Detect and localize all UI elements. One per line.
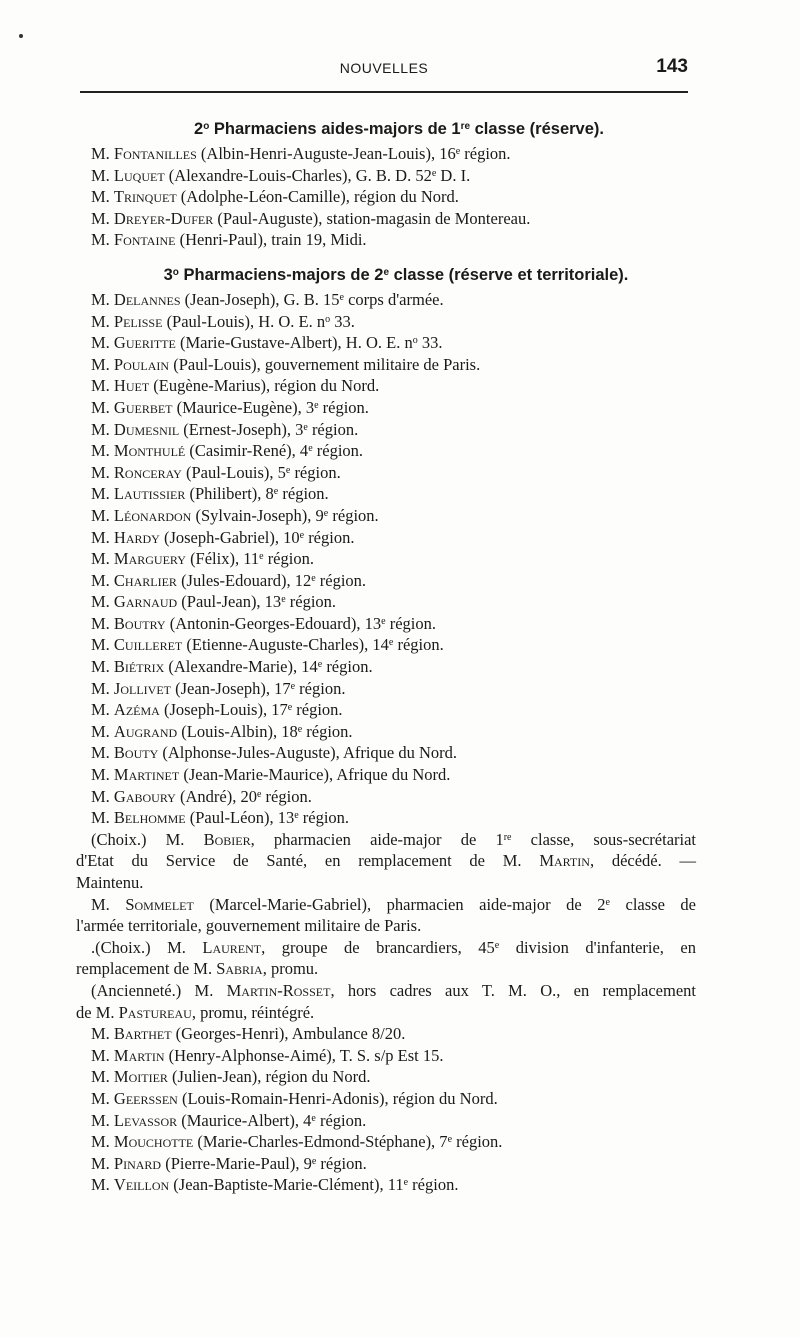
ordinal-suffix: o <box>325 313 331 325</box>
entry-details-end: région. <box>307 419 359 439</box>
person-name: Fontanilles <box>113 144 197 163</box>
list-entry <box>76 678 696 700</box>
person-name: Belhomme <box>113 808 186 828</box>
list-entry <box>76 570 696 592</box>
ordinal-suffix: e <box>311 1155 317 1167</box>
entry-details: (Louis-Albin), 18 <box>177 721 298 741</box>
entry-details: (Ernest-Joseph), 3 <box>179 419 304 439</box>
person-name: Cuilleret <box>113 635 183 655</box>
paragraph-line: M. Sommelet (Marcel-Marie-Gabriel), pharmacien aide-major de 2e classe de <box>91 894 696 914</box>
person-name: Martin <box>113 1045 165 1065</box>
ordinal-suffix: e <box>311 1112 316 1124</box>
honorific: M. <box>91 1175 110 1195</box>
ordinal-suffix: e <box>256 788 262 800</box>
running-head <box>80 56 688 80</box>
person-name: Marguery <box>113 549 186 569</box>
honorific: M. <box>91 505 110 525</box>
entry-details: (Marie-Gustave-Albert), H. O. E. n <box>175 333 413 353</box>
honorific: M. <box>91 592 110 612</box>
entry-details: (Jean-Joseph), 17 <box>171 678 291 698</box>
ordinal-suffix: e <box>285 464 291 476</box>
entry-details-end: région. <box>295 678 346 698</box>
entry-details: (Henri-Paul), train 19, Midi. <box>175 230 367 250</box>
person-name: Gueritte <box>113 333 176 353</box>
entry-details: (Maurice-Albert), 4 <box>177 1110 312 1130</box>
person-name: Lautissier <box>113 484 186 504</box>
honorific: M. <box>91 635 110 655</box>
entry-details: (Alexandre-Marie), 14 <box>164 657 318 677</box>
paragraph-line: de M. Pastureau, promu, réintégré. <box>76 1002 315 1022</box>
list-entry <box>76 1131 696 1153</box>
honorific: M. <box>91 441 110 461</box>
person-name: Laurent <box>202 937 262 957</box>
ordinal-suffix: e <box>388 637 394 649</box>
entry-details-end: 33. <box>417 333 443 353</box>
person-name: Sabria <box>216 959 263 979</box>
person-name: Charlier <box>113 570 177 590</box>
ordinal-suffix: e <box>339 291 344 303</box>
list-entry <box>76 634 696 656</box>
list-entry <box>76 505 696 527</box>
list-entry <box>76 208 696 230</box>
entry-details-end: région. <box>452 1132 503 1152</box>
ordinal-suffix: e <box>431 167 437 179</box>
honorific: M. <box>91 1088 110 1108</box>
page-content <box>76 116 696 1196</box>
honorific: M. <box>91 419 110 439</box>
list-entry <box>76 656 696 678</box>
entry-details-end: région. <box>315 570 367 590</box>
paragraph-anciennete <box>76 980 696 1023</box>
honorific: M. <box>91 743 110 763</box>
ordinal-suffix: e <box>403 1177 409 1189</box>
paragraph-sommelet <box>76 894 696 937</box>
honorific: M. <box>91 786 110 806</box>
honorific: M. <box>91 570 110 590</box>
list-entry <box>76 1045 696 1067</box>
ordinal-suffix: e <box>308 443 313 455</box>
list-entry <box>76 397 696 419</box>
entry-details-end: région. <box>322 657 373 677</box>
entry-details-end: région. <box>261 786 312 806</box>
entry-details: (Albin-Henri-Auguste-Jean-Louis), 16 <box>196 144 456 163</box>
list-entry <box>76 440 696 462</box>
list-entry <box>76 786 696 808</box>
paragraph-line: (Ancienneté.) M. Martin-Rosset, hors cadres aux T. M. O., en remplacement <box>91 980 696 1000</box>
honorific: M. <box>91 1067 110 1087</box>
list-entry <box>76 764 696 786</box>
entry-details-end: région. <box>302 721 353 741</box>
honorific: M. <box>91 165 110 185</box>
list-entry <box>76 527 696 549</box>
entry-details: (Paul-Léon), 13 <box>185 808 295 828</box>
ordinal-suffix: e <box>299 529 305 541</box>
paragraph-line: (Choix.) M. Bobier, pharmacien aide-major de 1re classe, sous-secrétariat <box>91 829 696 849</box>
ordinal-suffix: e <box>314 399 319 411</box>
header-rule <box>80 91 688 93</box>
entry-details: (Jean-Marie-Maurice), Afrique du Nord. <box>179 765 451 785</box>
honorific: M. <box>91 187 110 207</box>
section-heading-3: 3$^o$ Pharmaciens-majors de 2e classe (réserve et territoriale). <box>163 265 629 284</box>
entry-details: (Adolphe-Léon-Camille), région du Nord. <box>176 187 459 207</box>
entry-details: (Casimir-René), 4 <box>185 441 309 461</box>
person-name: Huet <box>113 376 150 396</box>
honorific: M. <box>91 311 110 331</box>
entry-details-end: région. <box>278 484 329 504</box>
entry-details: (Jean-Joseph), G. B. 15 <box>180 289 340 309</box>
person-name: Boutry <box>113 613 166 633</box>
entry-details-end: région. <box>290 462 341 482</box>
ordinal-suffix: e <box>447 1134 453 1146</box>
section-3-list <box>76 289 696 829</box>
honorific: M. <box>91 1024 110 1044</box>
person-name: Luquet <box>113 165 165 185</box>
honorific: M. <box>91 1045 110 1065</box>
paragraph-choix-laurent <box>76 937 696 980</box>
person-name: Levassor <box>113 1110 178 1130</box>
person-name: Pelisse <box>113 311 163 331</box>
person-name: Bobier <box>203 829 251 849</box>
list-entry <box>76 483 696 505</box>
list-entry <box>76 613 696 635</box>
ordinal-suffix: o <box>412 335 418 347</box>
list-entry <box>76 1153 696 1175</box>
entry-details-end: région. <box>304 527 355 547</box>
list-entry <box>76 742 696 764</box>
list-entry <box>76 699 696 721</box>
entry-details-end: région. <box>318 397 369 417</box>
final-list <box>76 1023 696 1196</box>
person-name: Biétrix <box>113 657 165 677</box>
entry-details: (Marie-Charles-Edmond-Stéphane), 7 <box>193 1132 448 1152</box>
entry-details: (Eugène-Marius), région du Nord. <box>149 376 380 396</box>
list-entry <box>76 462 696 484</box>
honorific: M. <box>91 700 110 720</box>
entry-details: (Joseph-Gabriel), 10 <box>159 527 300 547</box>
person-name: Martin-Rosset <box>226 980 331 1000</box>
ordinal-suffix: e <box>303 421 308 433</box>
person-name: Monthulé <box>113 441 186 461</box>
honorific: M. <box>91 484 110 504</box>
entry-details: (Pierre-Marie-Paul), 9 <box>161 1153 312 1173</box>
entry-details: (Antonin-Georges-Edouard), 13 <box>165 613 382 633</box>
entry-details: (Georges-Henri), Ambulance 8/20. <box>171 1024 406 1044</box>
margin-dot <box>19 34 23 38</box>
person-name: Fontaine <box>113 230 176 250</box>
ordinal-suffix: e <box>455 146 461 157</box>
ordinal-suffix: e <box>311 572 316 584</box>
honorific: M. <box>91 657 110 677</box>
honorific: M. <box>91 397 110 417</box>
honorific: M. <box>91 721 110 741</box>
ordinal-suffix: e <box>290 680 296 692</box>
ordinal-suffix: e <box>259 551 264 563</box>
list-entry <box>76 721 696 743</box>
honorific: M. <box>91 1132 110 1152</box>
entry-details-end: région. <box>316 1153 367 1173</box>
entry-details-end: région. <box>292 700 343 720</box>
person-name: Léonardon <box>113 505 192 525</box>
ordinal-suffix: e <box>381 615 386 627</box>
person-name: Delannes <box>113 289 181 309</box>
person-name: Sommelet <box>125 894 194 914</box>
entry-details-end: D. I. <box>436 165 471 185</box>
list-entry <box>76 1174 696 1196</box>
list-entry <box>76 1110 696 1132</box>
entry-details-end: région. <box>408 1175 459 1195</box>
entry-details: (Louis-Romain-Henri-Adonis), région du Nord. <box>177 1088 498 1108</box>
honorific: M. <box>91 144 110 163</box>
list-entry <box>76 229 696 251</box>
list-entry <box>76 332 696 354</box>
entry-details: (Paul-Jean), 13 <box>177 592 282 612</box>
person-name: Martin <box>539 851 590 871</box>
person-name: Augrand <box>113 721 178 741</box>
honorific: M. <box>91 376 110 396</box>
ordinal-suffix: e <box>287 702 293 714</box>
honorific: M. <box>91 208 110 228</box>
entry-details: (André), 20 <box>175 786 257 806</box>
honorific: M. <box>91 333 110 353</box>
paragraph-line: .(Choix.) M. Laurent, groupe de brancardiers, 45e division d'infanterie, en <box>91 937 696 957</box>
person-name: Dumesnil <box>113 419 180 439</box>
list-entry <box>76 807 696 829</box>
honorific: M. <box>91 1153 110 1173</box>
honorific: M. <box>91 808 110 828</box>
honorific: M. <box>91 765 110 785</box>
entry-details: (Paul-Louis), 5 <box>181 462 286 482</box>
entry-details: (Paul-Louis), gouvernement militaire de Paris. <box>169 354 481 374</box>
entry-details: (Etienne-Auguste-Charles), 14 <box>182 635 389 655</box>
list-entry <box>76 375 696 397</box>
entry-details: (Maurice-Eugène), 3 <box>172 397 315 417</box>
honorific: M. <box>91 527 110 547</box>
entry-details-end: région. <box>315 1110 367 1130</box>
list-entry <box>76 311 696 333</box>
ordinal-suffix: e <box>297 723 303 735</box>
entry-details-end: région. <box>328 505 379 525</box>
honorific: M. <box>91 549 110 569</box>
person-name: Bouty <box>113 743 159 763</box>
entry-details: (Henry-Alphonse-Aimé), T. S. s/p Est 15. <box>164 1045 444 1065</box>
person-name: Azéma <box>113 700 160 720</box>
list-entry <box>76 143 696 165</box>
honorific: M. <box>91 462 110 482</box>
ordinal-suffix: e <box>294 810 299 822</box>
person-name: Geerssen <box>113 1088 178 1108</box>
ordinal-suffix: e <box>323 507 329 519</box>
entry-details: (Jean-Baptiste-Marie-Clément), 11 <box>169 1175 404 1195</box>
paragraph-line: remplacement de M. Sabria, promu. <box>76 959 319 979</box>
honorific: M. <box>91 354 110 374</box>
list-entry <box>76 1066 696 1088</box>
entry-details: (Alexandre-Louis-Charles), G. B. D. 52 <box>164 165 432 185</box>
person-name: Jollivet <box>113 678 171 698</box>
list-entry <box>76 1023 696 1045</box>
person-name: Gaboury <box>113 786 176 806</box>
person-name: Mouchotte <box>113 1132 194 1152</box>
person-name: Trinquet <box>113 187 177 207</box>
person-name: Ronceray <box>113 462 182 482</box>
person-name: Garnaud <box>113 592 178 612</box>
entry-details-end: région. <box>298 808 350 828</box>
entry-details: (Paul-Auguste), station-magasin de Montereau. <box>213 208 531 228</box>
ordinal-suffix: e <box>281 594 286 606</box>
list-entry <box>76 591 696 613</box>
person-name: Poulain <box>113 354 170 374</box>
section-2-list <box>76 143 696 251</box>
person-name: Guerbet <box>113 397 173 417</box>
running-title: NOUVELLES <box>339 60 429 76</box>
honorific: M. <box>91 678 110 698</box>
paragraph-choix-bobier <box>76 829 696 894</box>
honorific: M. <box>91 613 110 633</box>
entry-details: (Julien-Jean), région du Nord. <box>167 1067 371 1087</box>
entry-details-end: région. <box>263 549 314 569</box>
entry-details: (Joseph-Louis), 17 <box>159 700 288 720</box>
entry-details: (Sylvain-Joseph), 9 <box>191 505 324 525</box>
person-name: Hardy <box>113 527 160 547</box>
person-name: Pastureau <box>118 1002 192 1022</box>
entry-details-end: 33. <box>330 311 355 331</box>
list-entry <box>76 354 696 376</box>
entry-details: (Alphonse-Jules-Auguste), Afrique du Nord. <box>158 743 458 763</box>
paragraph-line: Maintenu. <box>76 873 144 892</box>
entry-details-end: région. <box>285 592 337 612</box>
paragraph-line: l'armée territoriale, gouvernement militaire de Paris. <box>76 916 422 936</box>
entry-details-end: région. <box>393 635 444 655</box>
list-entry <box>76 419 696 441</box>
entry-details-end: région. <box>385 613 436 633</box>
list-entry <box>76 1088 696 1110</box>
paragraph-line: d'Etat du Service de Santé, en remplacement de M. Martin, décédé. — <box>76 851 696 871</box>
entry-details: (Félix), 11 <box>185 549 260 569</box>
ordinal-suffix: e <box>273 486 279 498</box>
entry-details-end: région. <box>312 441 364 461</box>
entry-details: (Paul-Louis), H. O. E. n <box>162 311 326 331</box>
ordinal-suffix: e <box>317 659 323 671</box>
entry-details: (Philibert), 8 <box>185 484 274 504</box>
list-entry <box>76 289 696 311</box>
person-name: Dreyer-Dufer <box>113 208 214 228</box>
person-name: Pinard <box>113 1153 162 1173</box>
person-name: Barthet <box>113 1024 172 1044</box>
entry-details-end: corps d'armée. <box>343 289 444 309</box>
page-number: 143 <box>656 56 688 77</box>
person-name: Veillon <box>113 1175 170 1195</box>
person-name: Moitier <box>113 1067 168 1087</box>
honorific: M. <box>91 1110 110 1130</box>
section-heading-2: 2$^o$ Pharmaciens aides-majors de 1re classe (réserve). <box>194 120 604 138</box>
entry-details-end: région. <box>460 144 511 163</box>
list-entry <box>76 165 696 187</box>
list-entry <box>76 548 696 570</box>
entry-details: (Jules-Edouard), 12 <box>176 570 312 590</box>
honorific: M. <box>91 289 110 309</box>
honorific: M. <box>91 230 110 250</box>
person-name: Martinet <box>113 765 180 785</box>
list-entry <box>76 186 696 208</box>
